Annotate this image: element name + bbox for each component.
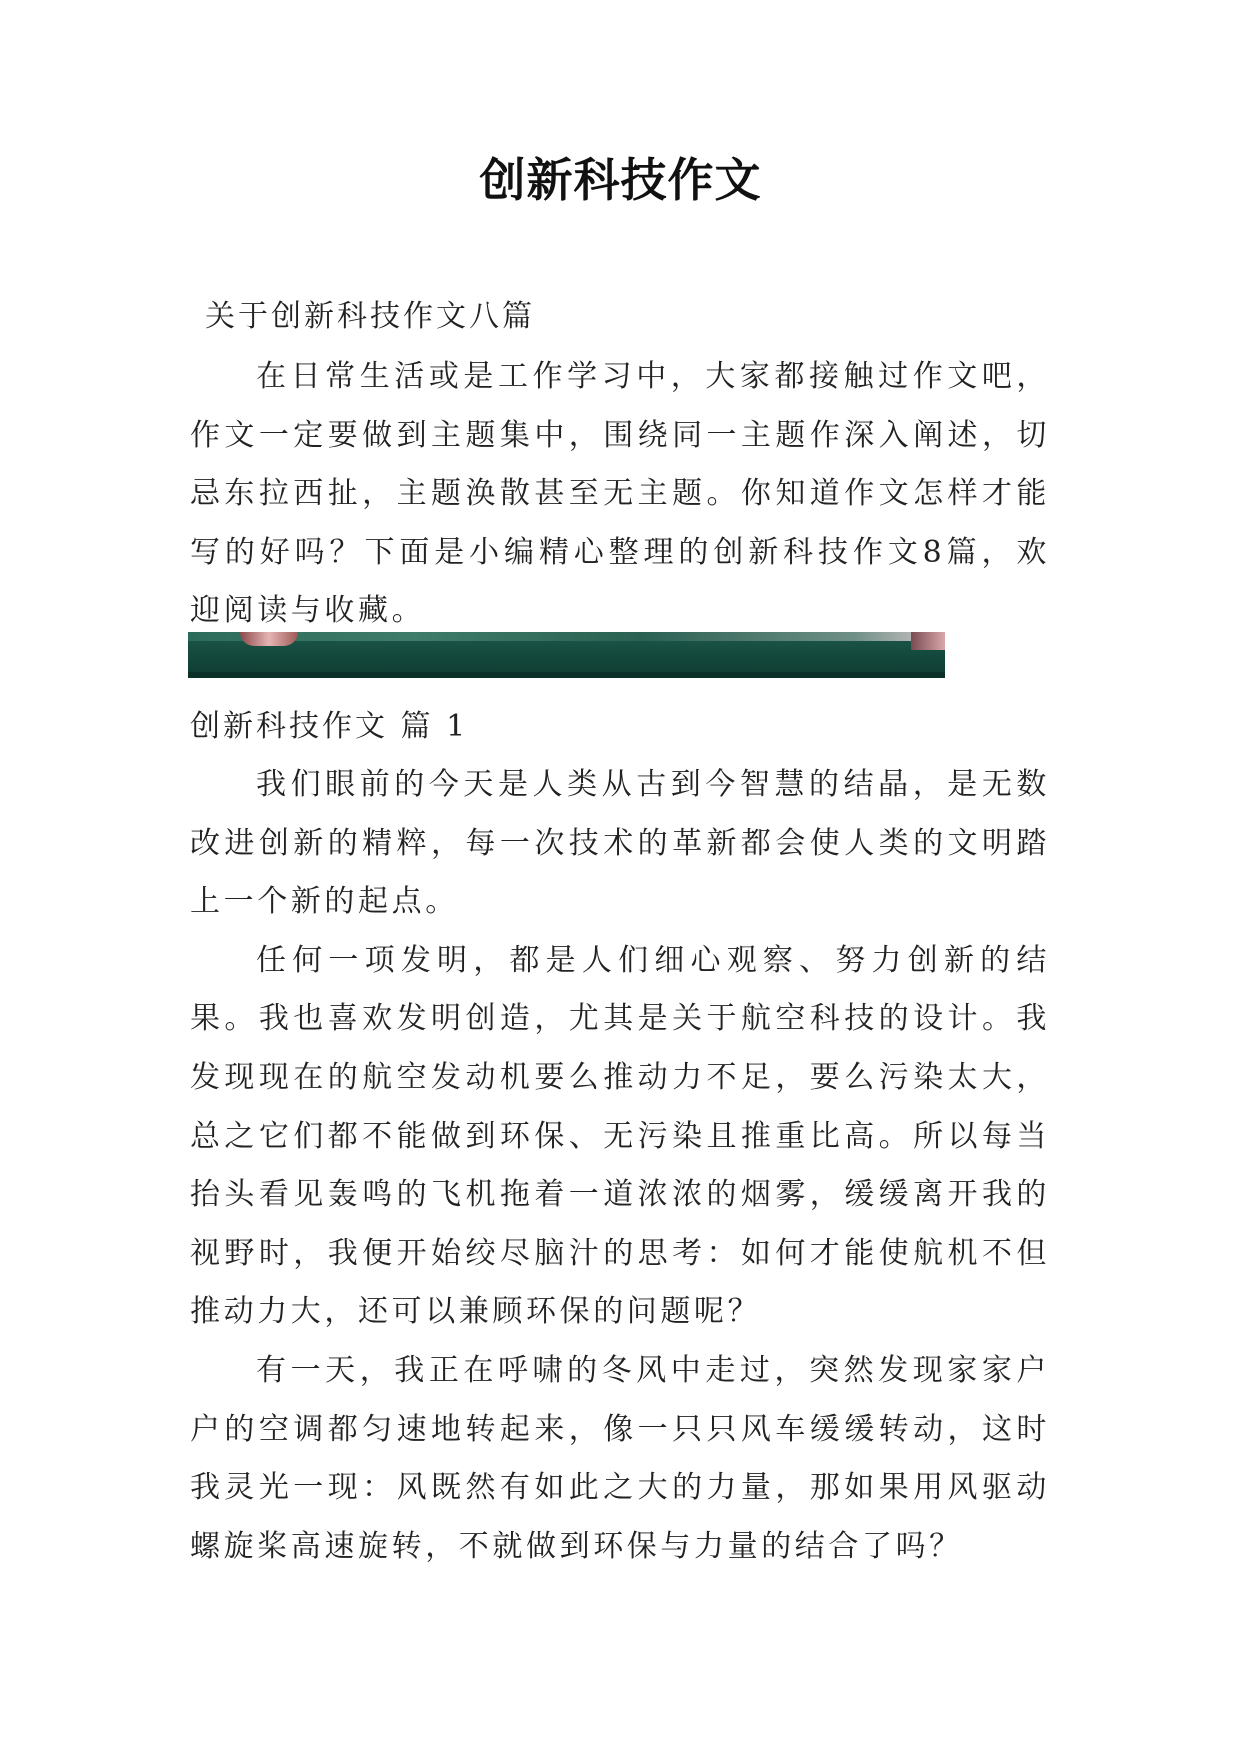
document-subtitle: 关于创新科技作文八篇 <box>205 299 535 334</box>
section-body <box>190 756 1050 1576</box>
banner-mark-left <box>240 632 298 646</box>
body-paragraph: 有一天，我正在呼啸的冬风中走过，突然发现家家户户的空调都匀速地转起来，像一只只风车缓缓转动，这时我灵光一现：风既然有如此之大的力量，那如果用风驱动螺旋桨高速旋转，不就做到环保与力量的结合了吗？ <box>190 1352 1050 1564</box>
intro-paragraph: 在日常生活或是工作学习中，大家都接触过作文吧，作文一定要做到主题集中，围绕同一主题作深入阐述，切忌东拉西扯，主题涣散甚至无主题。你知道作文怎样才能写的好吗？下面是小编精心整理的创新科技作文8篇，欢迎阅读与收藏。 <box>190 359 1050 629</box>
intro-section <box>190 348 1050 641</box>
banner-mark-right <box>911 632 945 650</box>
document-title: 创新科技作文 <box>479 153 762 207</box>
body-paragraph: 我们眼前的今天是人类从古到今智慧的结晶，是无数改进创新的精粹，每一次技术的革新都会使人类的文明踏上一个新的起点。 <box>190 767 1050 920</box>
banner-bottom-line <box>188 672 945 678</box>
banner-image <box>188 632 945 678</box>
banner-stripe <box>188 632 945 641</box>
body-paragraph: 任何一项发明，都是人们细心观察、努力创新的结果。我也喜欢发明创造，尤其是关于航空科技的设计。我发现现在的航空发动机要么推动力不足，要么污染太大，总之它们都不能做到环保、无污染且推重比高。所以每当抬头看见轰鸣的飞机拖着一道浓浓的烟雾，缓缓离开我的视野时，我便开始绞尽脑汁的思考：如何才能使航机不但推动力大，还可以兼顾环保的问题呢？ <box>190 942 1050 1330</box>
section-heading: 创新科技作文 篇 1 <box>190 709 469 744</box>
